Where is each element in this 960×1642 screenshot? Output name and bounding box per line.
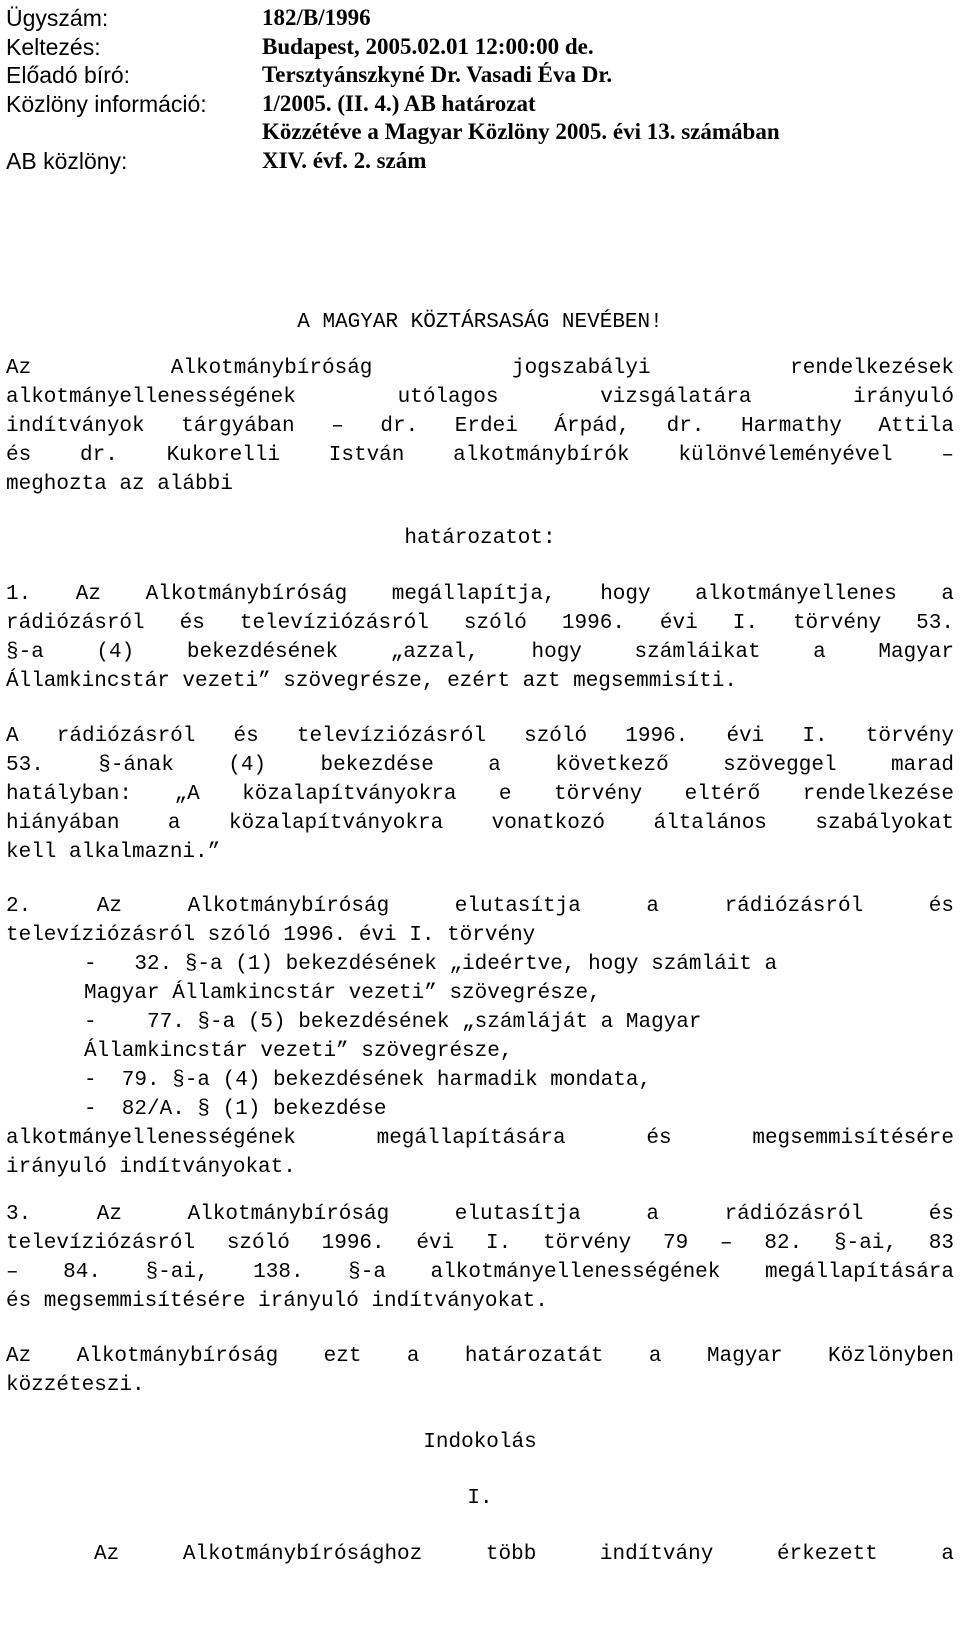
list-item <box>6 950 954 979</box>
list-item-text: - 32. §-a (1) bekezdésének „ideértve, hogy számláit a <box>84 953 778 976</box>
text-line: 1. Az Alkotmánybíróság megállapítja, hogy alkotmányellenes a <box>6 583 954 606</box>
text-line: hiányában a közalapítványokra vonatkozó általános szabályokat <box>6 812 954 835</box>
meta-row-published <box>6 118 954 147</box>
list-item <box>6 1008 954 1037</box>
text-line: alkotmányellenességének megállapítására és megsemmisítésére <box>6 1127 954 1150</box>
point-2 <box>6 892 954 1182</box>
meta-value: 1/2005. (II. 4.) AB határozat <box>262 90 536 116</box>
section-number-text: I. <box>467 1487 493 1510</box>
case-metadata <box>6 4 954 175</box>
list-item: - 82/A. § (1) bekezdése <box>84 1098 387 1121</box>
publication-paragraph <box>6 1342 954 1400</box>
reasoning-title-text: Indokolás <box>423 1431 537 1454</box>
text-line: 3. Az Alkotmánybíróság elutasítja a rádiózásról és <box>6 1203 954 1226</box>
point-1-continued <box>6 722 954 867</box>
text-line: kell alkalmazni.” <box>6 841 221 864</box>
list-item-continuation: Magyar Államkincstár vezeti” szövegrésze, <box>84 982 601 1005</box>
text-line: és dr. Kukorelli István alkotmánybírók különvéleményével – <box>6 444 954 467</box>
meta-value: Közzétéve a Magyar Közlöny 2005. évi 13. számában <box>262 119 780 144</box>
text-line: alkotmányellenességének utólagos vizsgálatára irányuló <box>6 386 954 409</box>
meta-label: Keltezés: <box>6 33 101 60</box>
text-line: televíziózásról szóló 1996. évi I. törvény 79 – 82. §-ai, 83 <box>6 1232 954 1255</box>
text-line: 53. §-ának (4) bekezdése a következő szöveggel marad <box>6 754 954 777</box>
text-line: hatályban: „A közalapítványokra e törvény eltérő rendelkezése <box>6 783 954 806</box>
meta-value: XIV. évf. 2. szám <box>262 147 427 173</box>
text-line: Az Alkotmánybírósághoz több indítvány érkezett a <box>94 1543 954 1566</box>
text-line: A rádiózásról és televíziózásról szóló 1996. évi I. törvény <box>6 725 954 748</box>
text-line: közzéteszi. <box>6 1374 145 1397</box>
meta-label: Előadó bíró: <box>6 62 131 88</box>
text-line: Az Alkotmánybíróság jogszabályi rendelkezések <box>6 357 954 380</box>
text-line: §-a (4) bekezdésének „azzal, hogy számláikat a Magyar <box>6 641 954 664</box>
resolution-title <box>6 524 954 553</box>
text-line: – 84. §-ai, 138. §-a alkotmányellenességének megállapítására <box>6 1261 954 1284</box>
text-line: és megsemmisítésére irányuló indítványokat. <box>6 1290 548 1313</box>
meta-value: Budapest, 2005.02.01 12:00:00 de. <box>262 33 594 59</box>
list-item: - 79. §-a (4) bekezdésének harmadik mondata, <box>84 1069 652 1092</box>
text-line: Az Alkotmánybíróság ezt a határozatát a Magyar Közlönyben <box>6 1345 954 1368</box>
text-line: Államkincstár vezeti” szövegrésze, ezért azt megsemmisíti. <box>6 670 737 693</box>
list-item-text: - 77. §-a (5) bekezdésének „számláját a Magyar <box>84 1011 702 1034</box>
text-line: 2. Az Alkotmánybíróság elutasítja a rádiózásról és <box>6 895 954 918</box>
document-heading <box>6 308 954 337</box>
reasoning-paragraph <box>6 1540 954 1569</box>
meta-row-judge <box>6 61 954 90</box>
heading-text: A MAGYAR KÖZTÁRSASÁG NEVÉBEN! <box>297 311 663 334</box>
point-1 <box>6 580 954 696</box>
list-item-continuation: Államkincstár vezeti” szövegrésze, <box>84 1040 513 1063</box>
reasoning-title <box>6 1428 954 1457</box>
meta-label: Közlöny információ: <box>6 90 207 117</box>
text-line: indítványok tárgyában – dr. Erdei Árpád, dr. Harmathy Attila <box>6 415 954 438</box>
section-number <box>6 1484 954 1513</box>
meta-row-date <box>6 33 954 62</box>
resolution-title-text: határozatot: <box>404 527 556 550</box>
text-line: meghozta az alábbi <box>6 473 233 496</box>
meta-label: Ügyszám: <box>6 5 109 31</box>
meta-value: 182/B/1996 <box>262 5 371 30</box>
text-line: rádiózásról és televíziózásról szóló 1996. évi I. törvény 53. <box>6 612 954 635</box>
intro-paragraph <box>6 354 954 499</box>
text-line: irányuló indítványokat. <box>6 1156 296 1179</box>
meta-row-case-number <box>6 4 954 33</box>
point-3 <box>6 1200 954 1316</box>
meta-row-ab-gazette <box>6 147 954 176</box>
meta-row-gazette-info <box>6 90 954 119</box>
text-line: televíziózásról szóló 1996. évi I. törvény <box>6 924 536 947</box>
meta-value: Tersztyánszkyné Dr. Vasadi Éva Dr. <box>262 62 613 87</box>
meta-label: AB közlöny: <box>6 147 128 174</box>
